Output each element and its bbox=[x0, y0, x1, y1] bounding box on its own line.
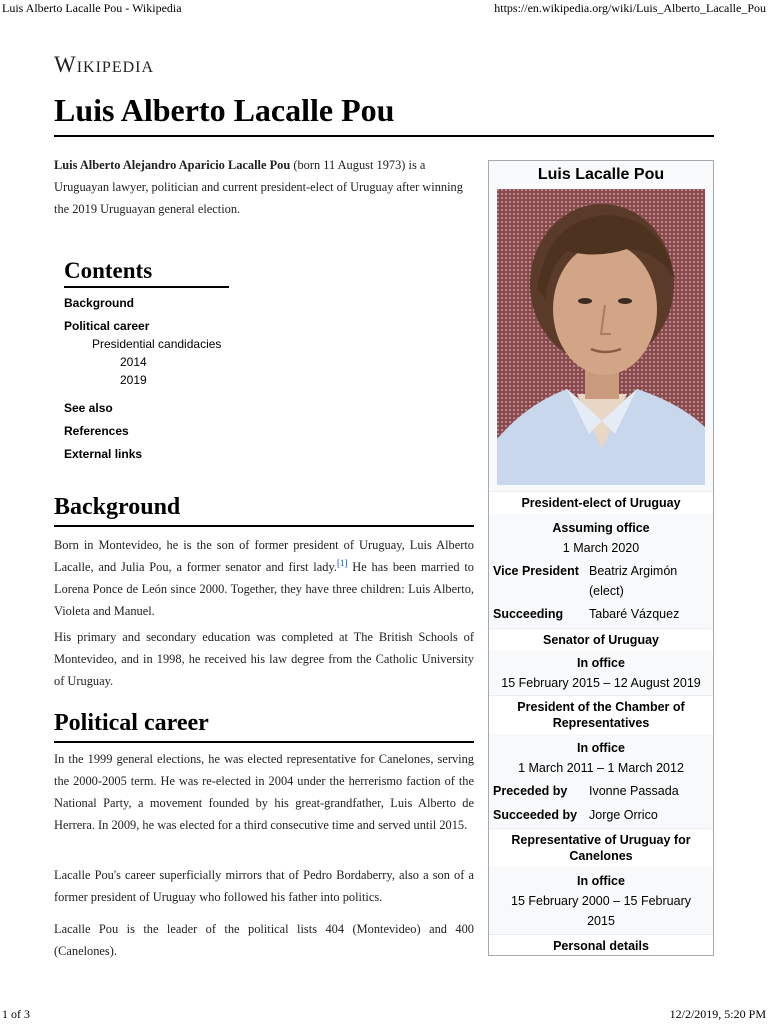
toc-heading: Contents bbox=[64, 258, 229, 288]
succeeding-value[interactable]: Tabaré Vázquez bbox=[589, 607, 680, 621]
assuming-office-date: 1 March 2020 bbox=[562, 541, 640, 555]
preceded-by-label: Preceded by bbox=[493, 784, 568, 798]
background-p1-text-b: He has been married to Lorena Ponce de León since 2000. Together, they have three children: Luis Alberto, Violeta and Manuel. bbox=[54, 560, 474, 618]
background-p1-text-a: Born in Montevideo, he is the son of former president of Uruguay, Luis Alberto Lacalle, and Julia Pou, a former senator and first lady. bbox=[54, 538, 474, 574]
print-datetime: 12/2/2019, 5:20 PM bbox=[669, 1007, 766, 1021]
background-heading: Background bbox=[54, 494, 474, 527]
preceded-by-value[interactable]: Ivonne Passada bbox=[589, 784, 679, 798]
chamber-in-office-label: In office bbox=[577, 741, 625, 755]
senator-in-office-label: In office bbox=[577, 656, 625, 670]
background-paragraph-1 bbox=[54, 534, 474, 622]
political-paragraph-3: Lacalle Pou is the leader of the political lists 404 (Montevideo) and 400 (Canelones). bbox=[54, 922, 474, 958]
infobox-section-chamber-president[interactable]: President of the Chamber of Representatives bbox=[489, 695, 713, 734]
lead-subject-name: Luis Alberto Alejandro Aparicio Lacalle Pou bbox=[54, 158, 291, 172]
succeeded-by-label: Succeeded by bbox=[493, 808, 578, 822]
portrait-photo[interactable] bbox=[497, 189, 705, 485]
infobox-section-president-elect[interactable]: President-elect of Uruguay bbox=[489, 491, 713, 514]
vice-president-row bbox=[489, 560, 713, 601]
assuming-office-label: Assuming office bbox=[552, 521, 650, 535]
print-page-url: https://en.wikipedia.org/wiki/Luis_Alberto_Lacalle_Pou bbox=[494, 1, 766, 15]
print-page-number: 1 of 3 bbox=[2, 1007, 30, 1021]
toc-item-2019[interactable]: 2019 bbox=[120, 373, 147, 387]
infobox-section-personal-details: Personal details bbox=[489, 934, 713, 956]
background-paragraph-2: His primary and secondary education was completed at The British Schools of Montevideo, and in 1998, he received his law degree from the Catholic University of Uruguay. bbox=[54, 630, 474, 688]
print-header bbox=[0, 0, 768, 20]
table-of-contents bbox=[64, 258, 229, 463]
succeeding-label: Succeeding bbox=[493, 607, 564, 621]
succeeding-row bbox=[489, 603, 713, 625]
lead-text: (born 11 August 1973) is a Uruguayan lawyer, politician and current president-elect of Uruguay after winning the 2019 Uruguayan general election. bbox=[54, 158, 463, 216]
vice-president-label: Vice President bbox=[493, 564, 579, 578]
succeeded-by-row bbox=[489, 804, 713, 826]
lead-paragraph bbox=[54, 154, 476, 220]
toc-item-external-links[interactable]: External links bbox=[64, 447, 143, 461]
toc-item-presidential-candidacies[interactable]: Presidential candidacies bbox=[92, 337, 222, 351]
preceded-by-row bbox=[489, 780, 713, 802]
wikipedia-wordmark[interactable]: Wikipedia bbox=[54, 52, 155, 77]
toc-item-2014[interactable]: 2014 bbox=[120, 355, 147, 369]
toc-item-political-career[interactable]: Political career bbox=[64, 319, 150, 333]
senator-dates: 15 February 2015 – 12 August 2019 bbox=[501, 676, 701, 690]
political-paragraph-1: In the 1999 general elections, he was elected representative for Canelones, serving the 2000-2005 term. He was re-elected in 2004 under the herrerismo faction of the National Party, a movement founded by his great-grandfather, Luis Alberto de Herrera. In 2009, he was elected for a third consecutive time and served until 2015. bbox=[54, 752, 474, 832]
portrait-illustration bbox=[497, 189, 705, 485]
page-title: Luis Alberto Lacalle Pou bbox=[54, 92, 714, 137]
representative-in-office-label: In office bbox=[577, 874, 625, 888]
infobox bbox=[488, 160, 714, 956]
toc-item-background[interactable]: Background bbox=[64, 296, 135, 310]
political-paragraph-2: Lacalle Pou's career superficially mirrors that of Pedro Bordaberry, also a son of a former president of Uruguay who followed his father into politics. bbox=[54, 868, 474, 904]
toc-item-see-also[interactable]: See also bbox=[64, 401, 113, 415]
representative-dates: 15 February 2000 – 15 February 2015 bbox=[511, 894, 691, 928]
infobox-section-representative[interactable]: Representative of Uruguay for Canelones bbox=[489, 828, 713, 867]
citation-1-link[interactable]: [1] bbox=[336, 557, 348, 568]
infobox-section-senator[interactable]: Senator of Uruguay bbox=[489, 628, 713, 651]
vice-president-value[interactable]: Beatriz Argimón (elect) bbox=[589, 564, 678, 598]
chamber-dates: 1 March 2011 – 1 March 2012 bbox=[518, 761, 684, 775]
infobox-title: Luis Lacalle Pou bbox=[537, 166, 665, 183]
toc-item-references[interactable]: References bbox=[64, 424, 129, 438]
succeeded-by-value[interactable]: Jorge Orrico bbox=[589, 808, 658, 822]
print-page-title: Luis Alberto Lacalle Pou - Wikipedia bbox=[2, 1, 182, 15]
print-footer bbox=[0, 1006, 768, 1024]
political-career-heading: Political career bbox=[54, 710, 474, 743]
